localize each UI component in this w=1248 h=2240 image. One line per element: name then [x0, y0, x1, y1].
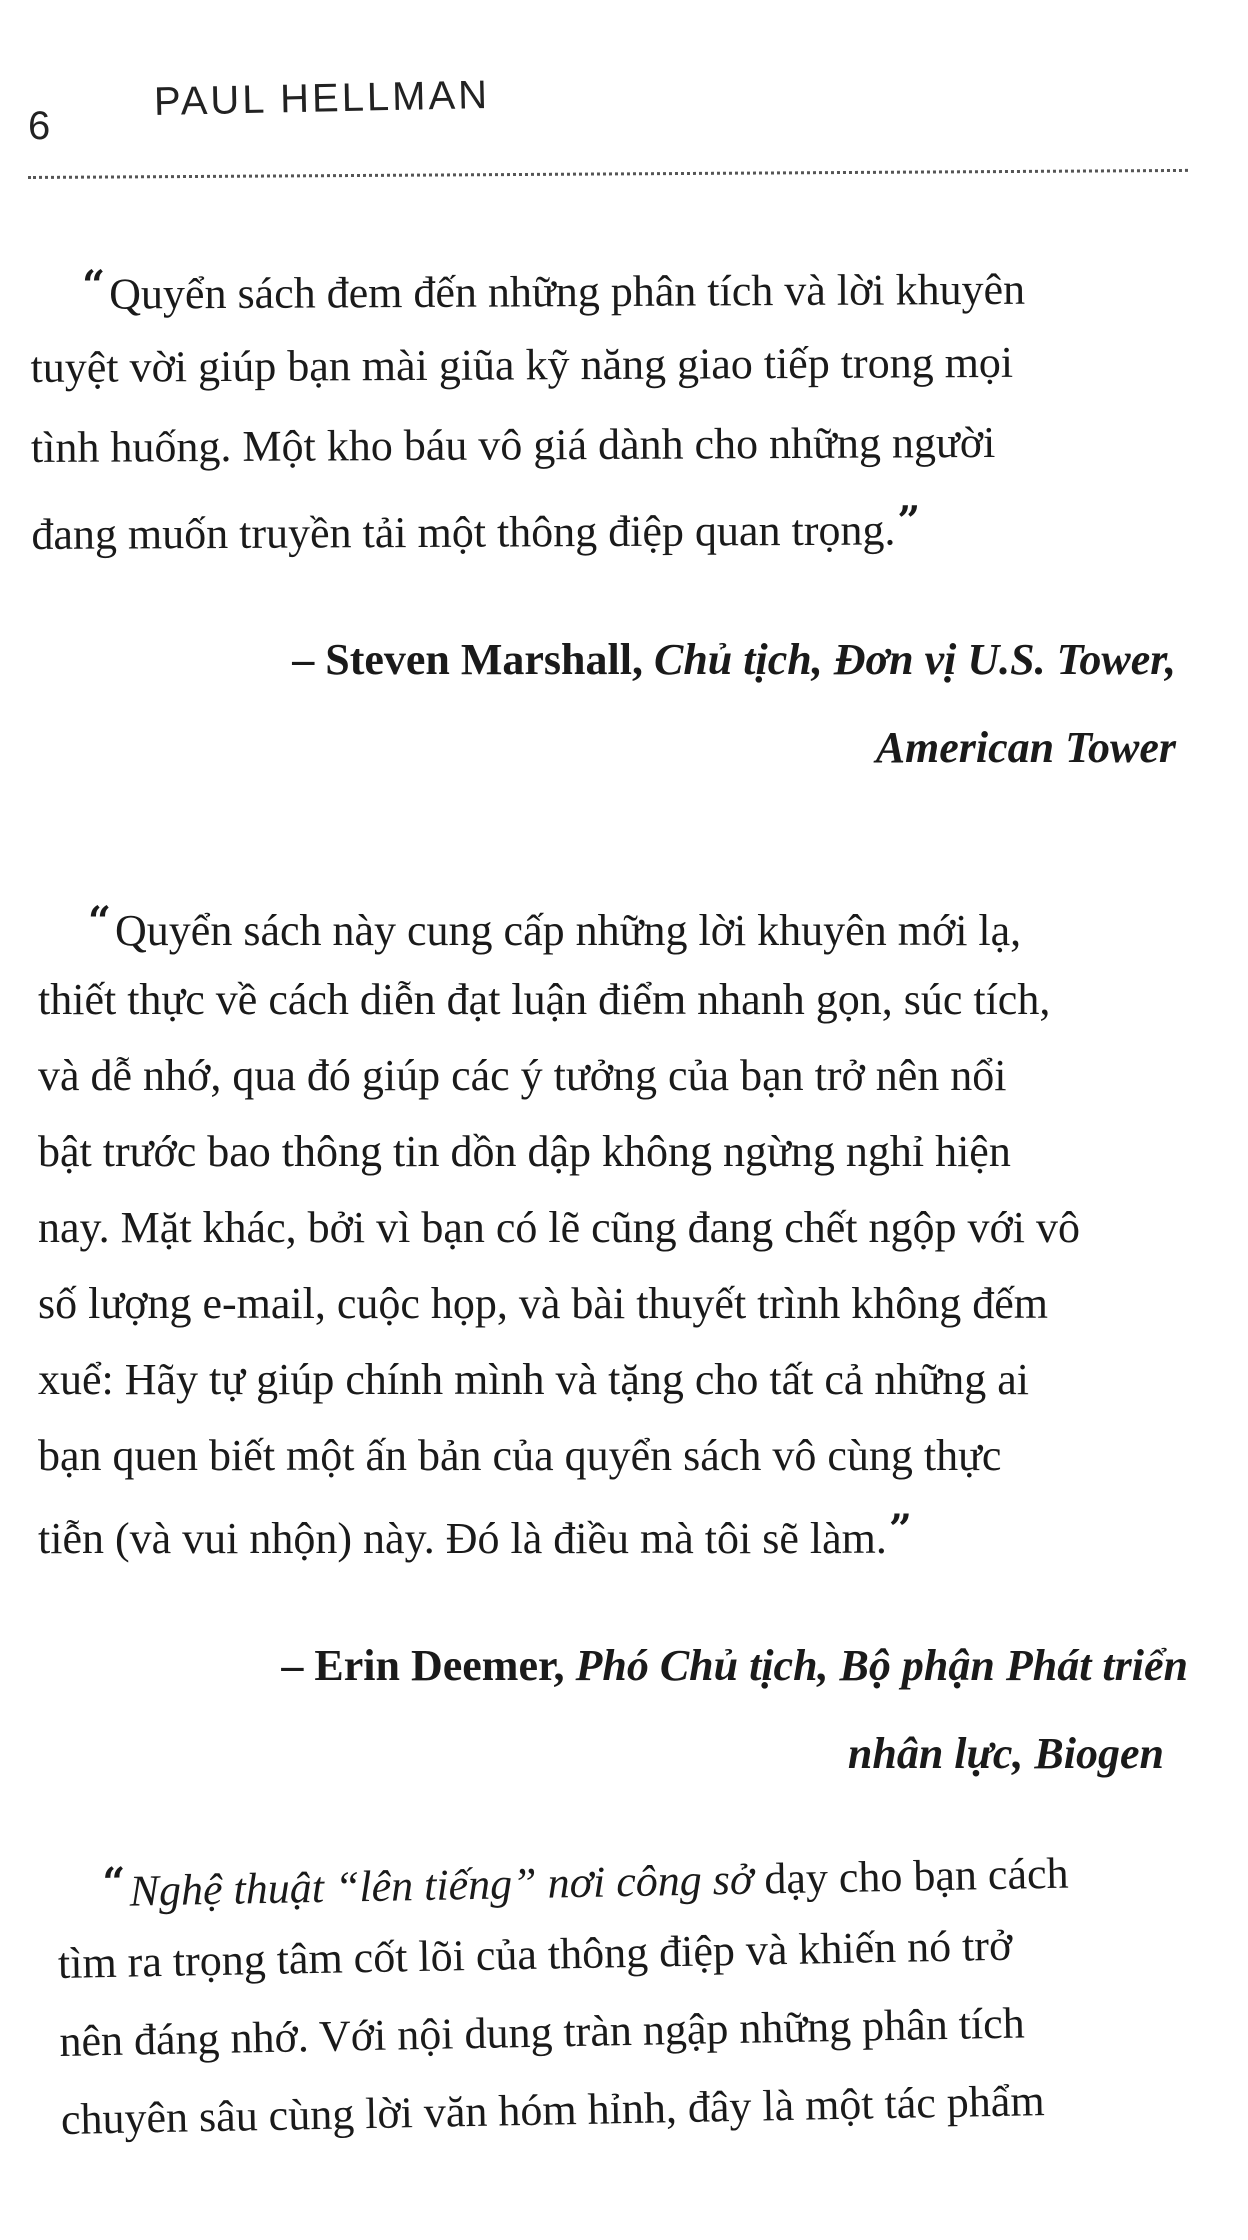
quote-text: đang muốn truyền tải một thông điệp quan trọng. [31, 505, 896, 559]
book-title: Nghệ thuật “lên tiếng” nơi công sở [129, 1854, 754, 1916]
attribution-title: Phó Chủ tịch, Bộ phận Phát triển [575, 1641, 1188, 1690]
quote-line [82, 257, 1025, 320]
quote-line [59, 1997, 1025, 2067]
testimonial-quote-2 [38, 898, 1198, 1618]
quote-text: bạn quen biết một ấn bản của quyển sách vô cùng thực [38, 1431, 1002, 1480]
quote-line [38, 1278, 1048, 1329]
attribution-org: American Tower [875, 723, 1176, 772]
quote-text: chuyên sâu cùng lời văn hóm hỉnh, đây là một tác phẩm [60, 2076, 1045, 2144]
quote-text: nay. Mặt khác, bởi vì bạn có lẽ cũng đang chết ngộp với vô [38, 1203, 1080, 1252]
header-dotted-rule [28, 169, 1188, 179]
quote-text: tuyệt vời giúp bạn mài giũa kỹ năng giao tiếp trong mọi [30, 337, 1014, 392]
quote-line [38, 974, 1050, 1025]
close-quote-mark: ” [888, 1506, 912, 1553]
quote-line [38, 1050, 1007, 1101]
quote-text: Quyển sách này cung cấp những lời khuyên mới lạ, [115, 906, 1022, 955]
quote-text: tình huống. Một kho báu vô giá dành cho những người [30, 417, 996, 472]
quote-text: thiết thực về cách diễn đạt luận điểm nhanh gọn, súc tích, [38, 975, 1051, 1024]
testimonial-quote-1 [30, 256, 1192, 582]
attribution-2 [281, 1622, 1188, 1798]
close-quote-mark: ” [897, 497, 921, 545]
quote-line [102, 1841, 1069, 1918]
attribution-name: – Erin Deemer, [281, 1641, 565, 1690]
quote-line [30, 337, 1013, 393]
attribution-1 [292, 616, 1176, 792]
quote-text: tiễn (và vui nhộn) này. Đó là điều mà tôi sẽ làm. [38, 1514, 887, 1563]
running-head-author: PAUL HELLMAN [153, 72, 491, 124]
quote-line [31, 417, 996, 473]
attribution-line [292, 616, 1176, 704]
open-quote-mark: “ [101, 1858, 126, 1907]
quote-text: xuể: Hãy tự giúp chính mình và tặng cho tất cả những ai [38, 1355, 1030, 1404]
quote-text: và dễ nhớ, qua đó giúp các ý tưởng của bạn trở nên nổi [38, 1051, 1007, 1100]
quote-line [60, 2075, 1045, 2145]
page-number: 6 [28, 104, 51, 148]
page-header [28, 68, 1188, 188]
open-quote-mark: “ [81, 261, 106, 309]
attribution-title: Chủ tịch, Đơn vị U.S. Tower, [653, 635, 1176, 684]
quote-line [88, 898, 1021, 956]
quote-line [38, 1354, 1029, 1405]
quote-line [31, 497, 920, 560]
quote-text: nên đáng nhớ. Với nội dung tràn ngập những phân tích [59, 1998, 1026, 2066]
quote-text: tìm ra trọng tâm cốt lõi của thông điệp và khiến nó trở [57, 1920, 1013, 1988]
quote-text: Quyển sách đem đến những phân tích và lời khuyên [109, 264, 1026, 319]
attribution-org: nhân lực, Biogen [847, 1729, 1164, 1778]
testimonial-quote-3 [56, 1838, 1203, 2220]
attribution-line [281, 1622, 1188, 1710]
quote-line [38, 1506, 912, 1564]
quote-line [57, 1920, 1012, 1989]
quote-line [38, 1202, 1080, 1253]
attribution-name: – Steven Marshall, [292, 635, 643, 684]
quote-line [38, 1126, 1011, 1177]
quote-text: dạy cho bạn cách [752, 1848, 1069, 1904]
quote-text: bật trước bao thông tin dồn dập không ngừng nghỉ hiện [38, 1127, 1011, 1176]
quote-line [38, 1430, 1001, 1481]
open-quote-mark: “ [88, 898, 112, 945]
quote-text: số lượng e-mail, cuộc họp, và bài thuyết trình không đếm [38, 1279, 1049, 1328]
